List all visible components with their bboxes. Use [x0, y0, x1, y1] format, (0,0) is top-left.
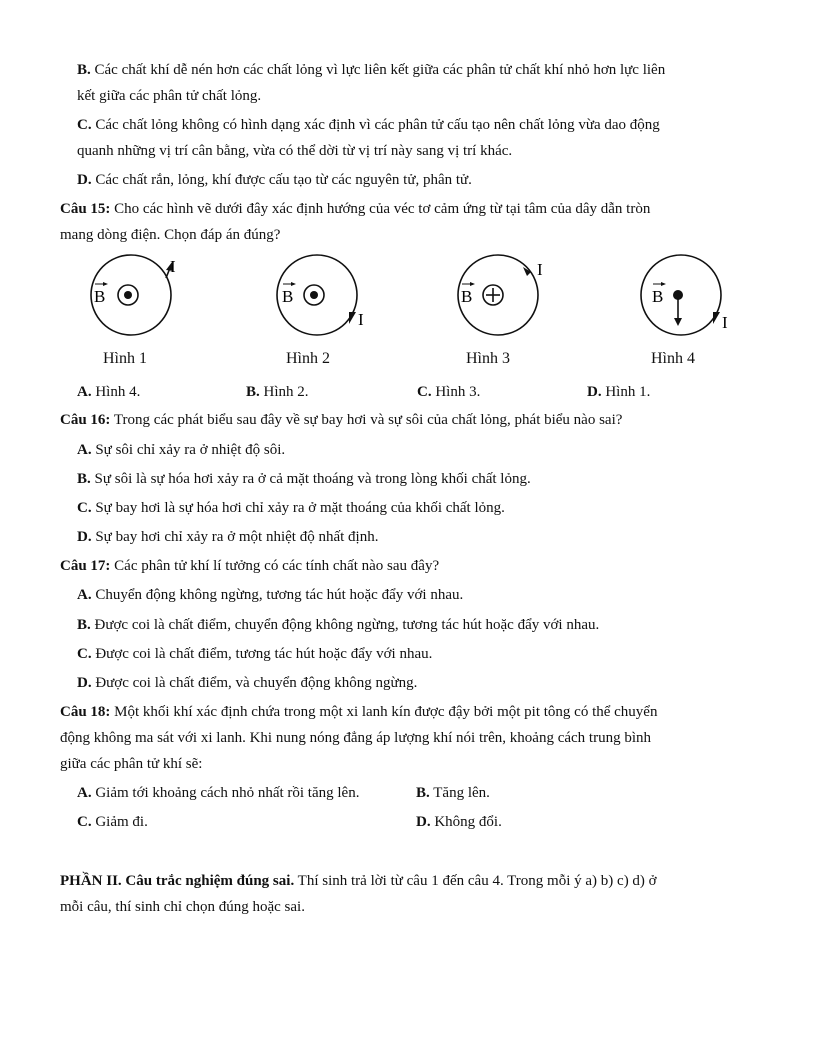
- q15-option-b: B. Hình 2.: [246, 384, 309, 400]
- figure-2-field-label: B: [282, 287, 294, 306]
- q18-option-b: B. Tăng lên.: [416, 785, 490, 801]
- q18-option-a: A. Giảm tới khoảng cách nhỏ nhất rồi tăng lên.: [77, 785, 360, 801]
- q18-stem-line2: động không ma sát với xi lanh. Khi nung nóng đẳng áp lượng khí nói trên, khoảng cách trung bình: [60, 730, 651, 746]
- q15-option-d: D. Hình 1.: [587, 384, 651, 400]
- figure-2-current-label: I: [358, 310, 364, 329]
- part2-heading-line1: PHẦN II. Câu trắc nghiệm đúng sai. Thí sinh trả lời từ câu 1 đến câu 4. Trong mỗi ý a) b) c) d) ở: [60, 873, 657, 889]
- q16-option-d: D. Sự bay hơi chỉ xảy ra ở một nhiệt độ nhất định.: [77, 529, 379, 545]
- figure-1-caption: Hình 1: [103, 350, 147, 367]
- q16-stem: Câu 16: Trong các phát biểu sau đây về sự bay hơi và sự sôi của chất lỏng, phát biểu nào sai?: [60, 412, 623, 428]
- figure-3-current-label: I: [537, 260, 543, 279]
- figure-3-caption: Hình 3: [466, 350, 510, 367]
- q14-option-b-line2: kết giữa các phân tử chất lỏng.: [77, 88, 262, 104]
- figure-1-current-label: I: [170, 257, 176, 276]
- figure-4-current-label: I: [722, 313, 728, 332]
- q17-option-b: B. Được coi là chất điểm, chuyển động không ngừng, tương tác hút hoặc đẩy với nhau.: [77, 617, 600, 633]
- figure-2-caption: Hình 2: [286, 350, 330, 367]
- q18-option-d: D. Không đổi.: [416, 814, 502, 830]
- q17-option-a: A. Chuyển động không ngừng, tương tác hút hoặc đẩy với nhau.: [77, 587, 464, 603]
- q14-option-b-line1: B. Các chất khí dễ nén hơn các chất lỏng vì lực liên kết giữa các phân tử chất khí nhỏ hơn lực liên: [77, 62, 666, 78]
- figure-4-caption: Hình 4: [651, 350, 695, 367]
- q18-option-c: C. Giảm đi.: [77, 814, 148, 830]
- figure-4-field-label: B: [652, 287, 664, 306]
- part2-heading-line2: mỗi câu, thí sinh chỉ chọn đúng hoặc sai.: [60, 899, 305, 915]
- q17-option-c: C. Được coi là chất điểm, tương tác hút hoặc đẩy với nhau.: [77, 646, 433, 662]
- q18-stem-line3: giữa các phân tử khí sẽ:: [60, 756, 203, 772]
- q14-option-c-line2: quanh những vị trí cân bằng, vừa có thể dời từ vị trí này sang vị trí khác.: [77, 143, 513, 159]
- q16-option-b: B. Sự sôi là sự hóa hơi xảy ra ở cả mặt thoáng và trong lòng khối chất lỏng.: [77, 471, 531, 487]
- figure-4-diagram: [636, 250, 736, 345]
- q16-option-a: A. Sự sôi chỉ xảy ra ở nhiệt độ sôi.: [77, 442, 286, 458]
- q15-option-c: C. Hình 3.: [417, 384, 481, 400]
- q14-option-c-line1: C. Các chất lỏng không có hình dạng xác định vì các phân tử cấu tạo nên chất lỏng vừa dao động: [77, 117, 660, 133]
- q15-stem-line1: Câu 15: Cho các hình vẽ dưới đây xác định hướng của véc tơ cảm ứng từ tại tâm của dây dẫn tròn: [60, 201, 651, 217]
- figure-1-diagram: [86, 250, 186, 345]
- figure-1-field-label: B: [94, 287, 106, 306]
- q14-option-d: D. Các chất rắn, lỏng, khí được cấu tạo từ các nguyên tử, phân tử.: [77, 172, 472, 188]
- q18-stem-line1: Câu 18: Một khối khí xác định chứa trong một xi lanh kín được đậy bởi một pit tông có thể chuyển: [60, 704, 658, 720]
- q17-stem: Câu 17: Các phân tử khí lí tưởng có các tính chất nào sau đây?: [60, 558, 440, 574]
- q15-option-a: A. Hình 4.: [77, 384, 141, 400]
- figure-2-diagram: [272, 250, 372, 345]
- q15-stem-line2: mang dòng điện. Chọn đáp án đúng?: [60, 227, 281, 243]
- q17-option-d: D. Được coi là chất điểm, và chuyển động không ngừng.: [77, 675, 418, 691]
- figure-3-diagram: [453, 250, 553, 345]
- figure-3-field-label: B: [461, 287, 473, 306]
- q16-option-c: C. Sự bay hơi là sự hóa hơi chỉ xảy ra ở mặt thoáng của khối chất lỏng.: [77, 500, 505, 516]
